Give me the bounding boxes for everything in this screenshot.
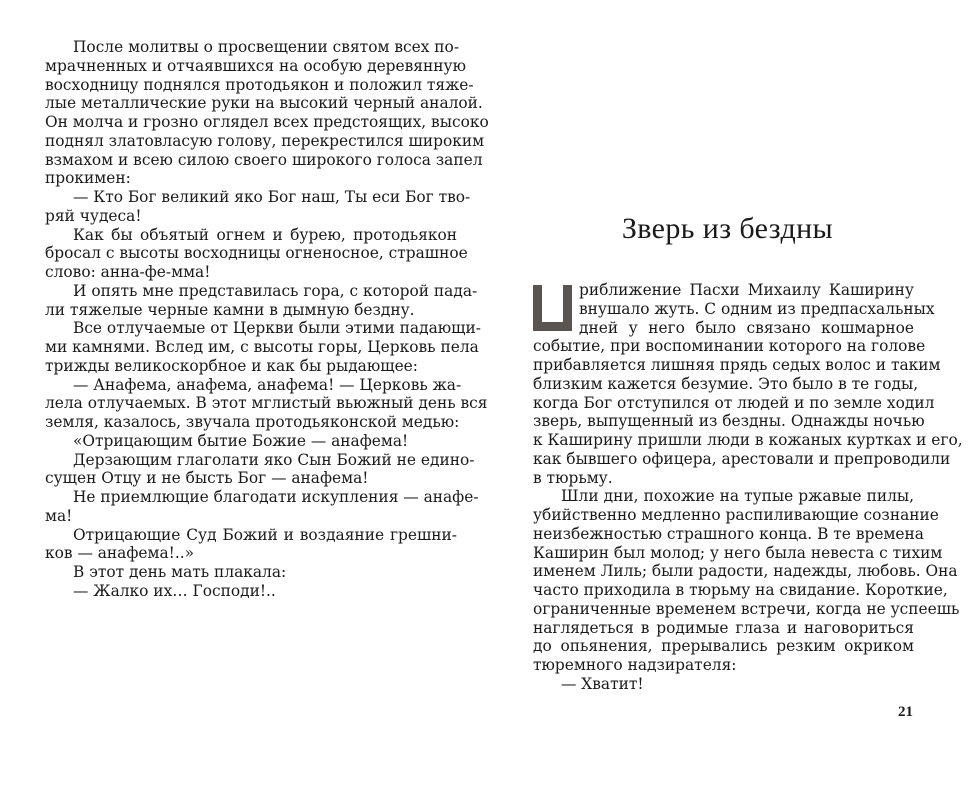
text-line: слово: анна-фе-мма! [45, 263, 211, 281]
text-line: бросал с высоты восходницы огненосное, страшное [45, 244, 468, 263]
text-line: Он молча и грозно оглядел всех предстоящих, высоко [45, 113, 489, 131]
text-line: восходницу поднялся протодьякон и положил тяже- [45, 75, 474, 94]
text-line: лые металлические руки на высокий черный аналой. [45, 94, 483, 113]
text-line: ми камнями. Вслед им, с высоты горы, Церковь пела [45, 338, 479, 356]
text-line: После молитвы о просвещении святом всех по- [73, 38, 460, 56]
text-line: — Хватит! [561, 674, 644, 693]
text-line: Как бы объятый огнем и бурею, протодьякон [73, 225, 457, 244]
text-line: наглядеться в родимые глаза и наговориться [533, 618, 914, 637]
text-line: убийственно медленно распиливающие сознание [533, 506, 939, 524]
text-line: прокимен: [45, 169, 131, 188]
text-line: лела отлучаемых. В этот мглистый вьюжный день вся [45, 394, 488, 413]
text-line: до опьянения, прерывались резким окриком [533, 637, 914, 656]
text-line: мрачненных и отчаявшихся на особую деревянную [45, 56, 466, 75]
text-line: Отрицающие Суд Божий и воздаяние грешни- [73, 525, 457, 544]
text-line: зверь, выпущенный из бездны. Однажды ночью [533, 412, 925, 431]
text-line: трижды великоскорбное и как бы рыдающее: [45, 356, 418, 375]
text-line: — Анафема, анафема, анафема! — Церковь жа- [73, 375, 462, 394]
text-line: ли тяжелые черные камни в дымную бездну. [45, 300, 415, 319]
text-line: Каширин был молод; у него была невеста с тихим [533, 543, 943, 562]
text-line: прибавляется лишняя прядь седых волос и таким [533, 356, 941, 374]
left-page-text [45, 38, 489, 601]
text-line: ков — анафема!..» [45, 544, 195, 563]
text-line: риближение Пасхи Михаилу Каширину [579, 281, 914, 299]
text-line: дней у него было связано кошмарное [579, 318, 914, 337]
text-line: — Жалко их… Господи!.. [73, 581, 276, 600]
text-line: внушало жуть. С одним из предпасхальных [579, 299, 935, 318]
text-line: когда Бог отступился от людей и по земле ходил [533, 393, 935, 412]
page-number: 21 [898, 704, 913, 720]
text-line: В этот день мать плакала: [73, 563, 287, 581]
text-line: событие, при воспоминании которого на голове [533, 337, 926, 356]
text-line: неизбежностью страшного конца. В те времена [533, 524, 924, 543]
text-line: к Каширину пришли люди в кожаных куртках и его, [533, 431, 963, 449]
text-line: Дерзающим глаголати яко Сын Божий не едино- [73, 450, 475, 469]
text-line: близким кажется безумие. Это было в те годы, [533, 374, 919, 393]
text-line: Шли дни, похожие на тупые ржавые пилы, [561, 487, 914, 506]
text-line: ряй чудеса! [45, 206, 142, 225]
text-line: И опять мне представилась гора, с которой пада- [73, 281, 478, 300]
text-line: Все отлучаемые от Церкви были этими падающи- [73, 319, 481, 338]
chapter-title: Зверь из бездны [621, 212, 834, 245]
text-line: земля, казалось, звучала протодьяконской медью: [45, 413, 460, 431]
right-page-text [533, 281, 963, 694]
text-line: ма! [45, 506, 73, 525]
text-line: именем Лиль; были радости, надежды, любовь. Она [533, 562, 958, 581]
text-line: — Кто Бог великий яко Бог наш, Ты еси Бог тво- [73, 188, 471, 206]
text-line: сущен Отцу и не бысть Бог — анафема! [45, 469, 369, 488]
text-line: поднял златовласую голову, перекрестился широким [45, 131, 485, 150]
text-line: как бывшего офицера, арестовали и препроводили [533, 449, 951, 468]
text-line: часто приходила в тюрьму на свидание. Короткие, [533, 581, 948, 599]
text-line: Не приемлющие благодати искупления — анафе- [73, 488, 479, 506]
text-line: ограниченные временем встречи, когда не успеешь [533, 599, 960, 618]
text-line: тюремного надзирателя: [533, 656, 737, 674]
text-line: «Отрицающим бытие Божие — анафема! [73, 431, 409, 450]
text-line: взмахом и всею силою своего широкого голоса запел [45, 150, 483, 169]
text-line: в тюрьму. [533, 468, 613, 487]
right-page [485, 0, 970, 789]
